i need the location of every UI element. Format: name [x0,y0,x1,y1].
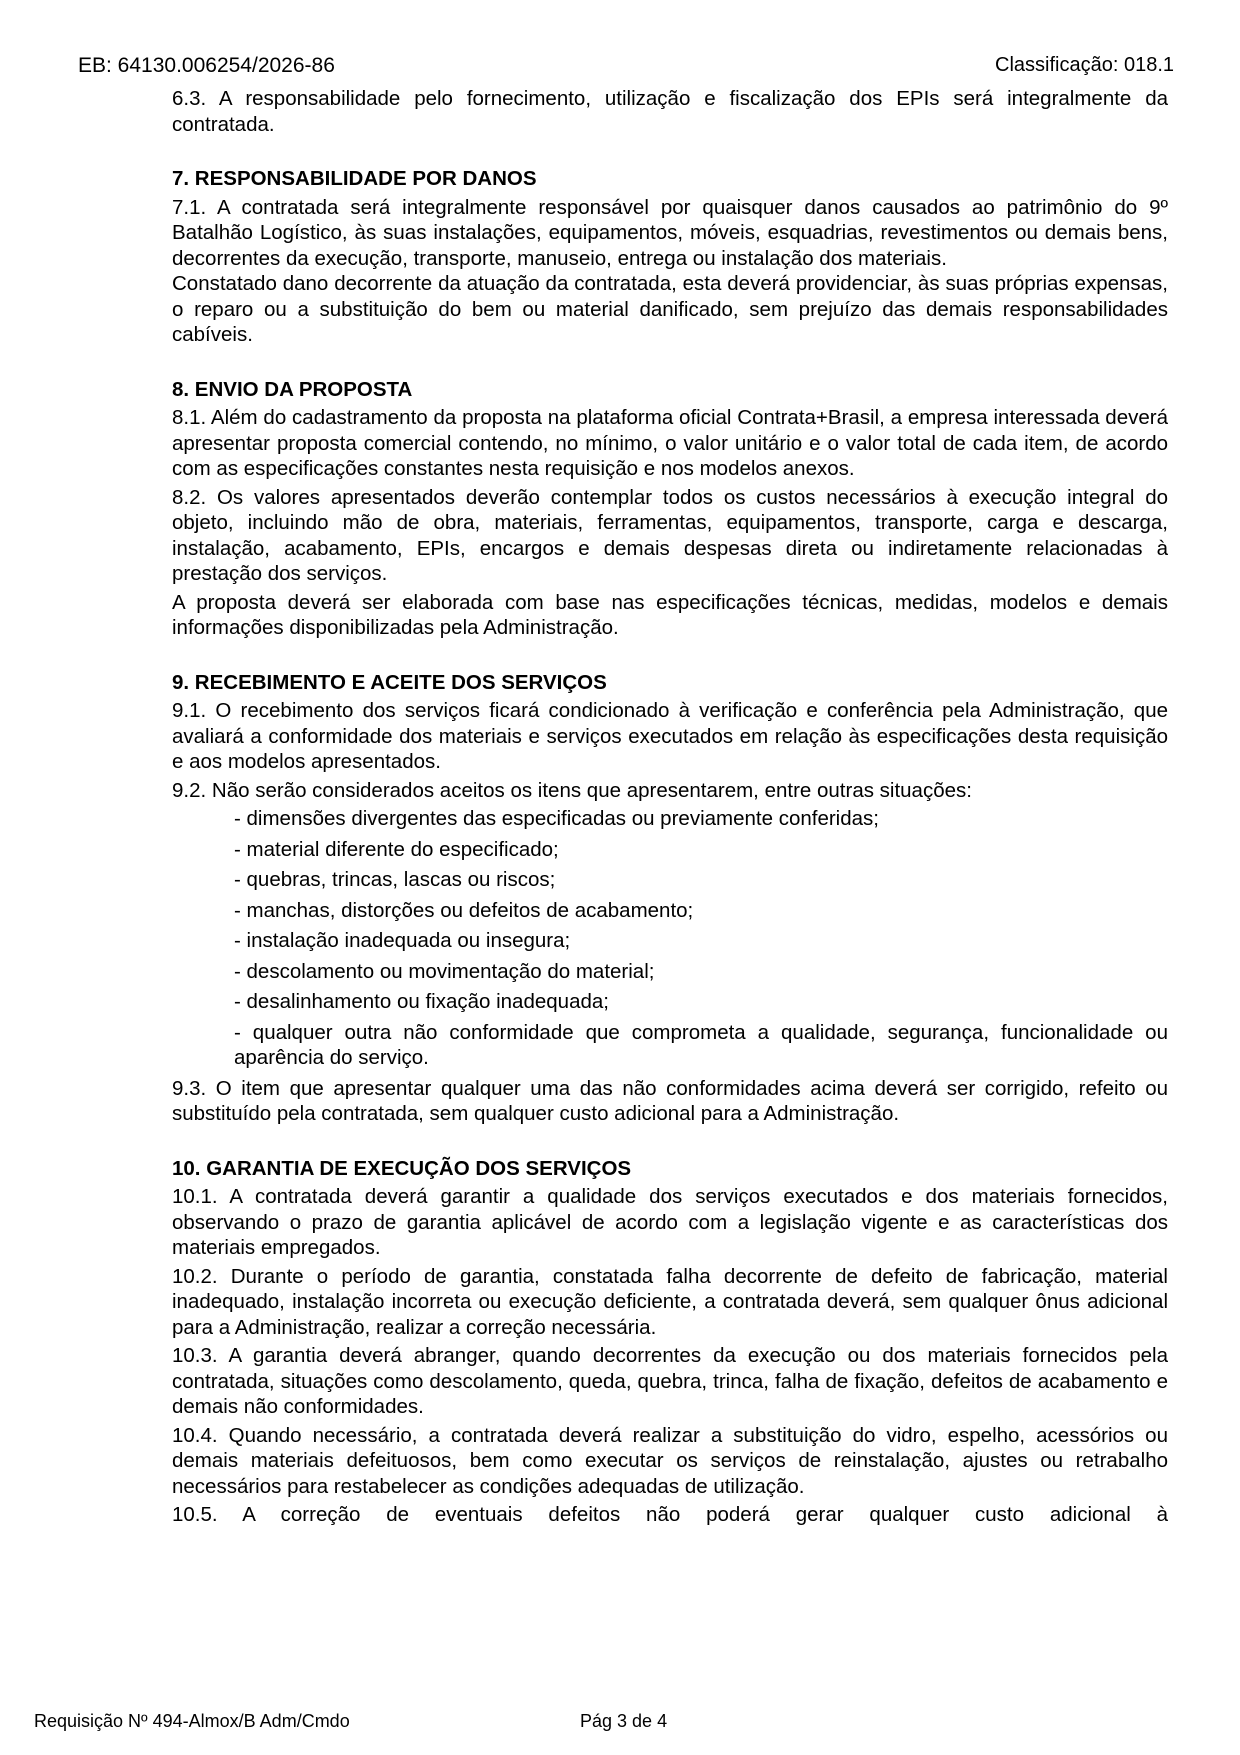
non-conformity-list [234,806,1168,1071]
list-item: - desalinhamento ou fixação inadequada; [234,990,609,1013]
paragraph-8-2: 8.2. Os valores apresentados deverão contemplar todos os custos necessários à execução integral do objeto, incluindo mão de obra, materiais, ferramentas, equipamentos, transporte, carga e descarga, instalação, acabamento, EPIs, encargos e demais despesas direta ou indiretamente relacionadas à prestação dos serviços. [172,485,1168,585]
paragraph-9-2: 9.2. Não serão considerados aceitos os itens que apresentarem, entre outras situações: [172,778,972,802]
eb-number: EB: 64130.006254/2026-86 [78,54,335,77]
paragraph-9-1: 9.1. O recebimento dos serviços ficará condicionado à verificação e conferência pela Administração, que avaliará a conformidade dos materiais e serviços executados em relação às especificações desta requisição e aos modelos apresentados. [172,699,1168,773]
paragraph-10-1: 10.1. A contratada deverá garantir a qualidade dos serviços executados e dos materiais fornecidos, observando o prazo de garantia aplicável de acordo com a legislação vigente e as características dos materiais empregados. [172,1185,1168,1259]
paragraph-9-3: 9.3. O item que apresentar qualquer uma das não conformidades acima deverá ser corrigido, refeito ou substituído pela contratada, sem qualquer custo adicional para a Administração. [172,1076,1168,1125]
paragraph-8-1: 8.1. Além do cadastramento da proposta na plataforma oficial Contrata+Brasil, a empresa interessada deverá apresentar proposta comercial contendo, no mínimo, o valor unitário e o valor total de cada item, de acordo com as especificações constantes nesta requisição e nos modelos anexos. [172,406,1168,480]
section-10 [172,1156,1168,1528]
list-item: - dimensões divergentes das especificadas ou previamente conferidas; [234,807,879,830]
section-8 [172,377,1168,641]
section-title: 9. RECEBIMENTO E ACEITE DOS SERVIÇOS [172,670,607,694]
list-item: - qualquer outra não conformidade que comprometa a qualidade, segurança, funcionalidade ou aparência do serviço. [234,1020,1168,1069]
page-number: Pág 3 de 4 [580,1711,668,1731]
list-item: - instalação inadequada ou insegura; [234,929,571,952]
list-item: - manchas, distorções ou defeitos de acabamento; [234,898,694,922]
paragraph-7-2: Constatado dano decorrente da atuação da contratada, esta deverá providenciar, às suas próprias expensas, o reparo ou a substituição do bem ou material danificado, sem prejuízo das demais responsabilidades cabíveis. [172,272,1168,346]
paragraph-7-1: 7.1. A contratada será integralmente responsável por quaisquer danos causados ao patrimônio do 9º Batalhão Logístico, às suas instalações, equipamentos, móveis, esquadrias, revestimentos ou demais bens, decorrentes da execução, transporte, manuseio, entrega ou instalação dos materiais. [172,195,1168,270]
paragraph-8-3: A proposta deverá ser elaborada com base nas especificações técnicas, medidas, modelos e demais informações disponibilizadas pela Administração. [172,590,1168,639]
section-title: 7. RESPONSABILIDADE POR DANOS [172,167,537,190]
classification: Classificação: 018.1 [995,54,1174,76]
paragraph-10-4: 10.4. Quando necessário, a contratada deverá realizar a substituição do vidro, espelho, acessórios ou demais materiais defeituosos, bem como executar os serviços de reinstalação, ajustes ou retrabalho necessários para restabelecer as condições adequadas de utilização. [172,1423,1168,1498]
section-7 [172,166,1168,348]
page-header [78,54,1174,80]
section-title: 10. GARANTIA DE EXECUÇÃO DOS SERVIÇOS [172,1156,632,1180]
paragraph-10-5: 10.5. A correção de eventuais defeitos não poderá gerar qualquer custo adicional à [172,1503,1168,1526]
list-item: - descolamento ou movimentação do material; [234,959,655,983]
paragraph-10-2: 10.2. Durante o período de garantia, constatada falha decorrente de defeito de fabricação, material inadequado, instalação incorreta ou execução deficiente, a contratada deverá, sem qualquer ônus adicional para a Administração, realizar a correção necessária. [172,1264,1168,1339]
section-9 [172,670,1168,1127]
requisition-reference: Requisição Nº 494-Almox/B Adm/Cmdo [34,1711,350,1731]
paragraph-6-3: 6.3. A responsabilidade pelo fornecimento, utilização e fiscalização dos EPIs será integralmente da contratada. [172,87,1168,136]
section-title: 8. ENVIO DA PROPOSTA [172,377,413,401]
paragraph-10-3: 10.3. A garantia deverá abranger, quando decorrentes da execução ou dos materiais fornecidos pela contratada, situações como descolamento, queda, quebra, trinca, falha de fixação, defeitos de acabamento e demais não conformidades. [172,1344,1168,1418]
list-item: - quebras, trincas, lascas ou riscos; [234,868,556,891]
list-item: - material diferente do especificado; [234,837,559,861]
document-body [172,86,1168,1528]
